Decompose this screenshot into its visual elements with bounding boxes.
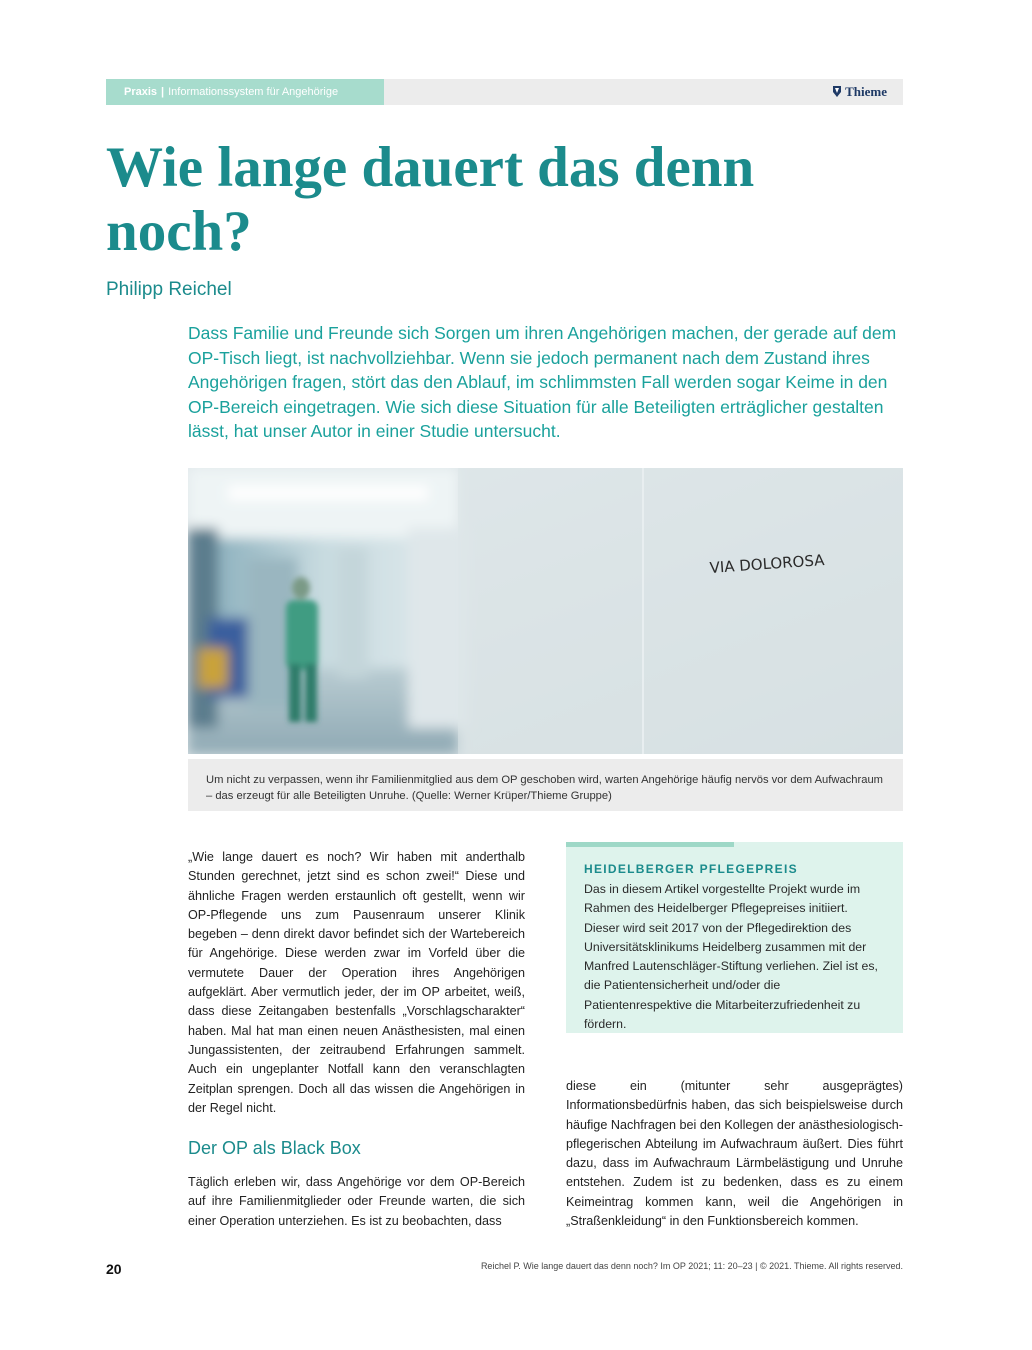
body-column-right	[566, 1077, 903, 1231]
info-box-text: Das in diesem Artikel vorgestellte Projekt wurde im Rahmen des Heidelberger Pflegepreises initiiert. Dieser wird seit 2017 von der Pflegedirektion des Universitätsklinikums Heidelberg zusammen mit der Manfred Lautenschläger-Stiftung verliehen. Ziel ist es, die Patientensicherheit und/oder die Patientenrespektive die Mitarbeiterzufriedenheit zu fördern.	[584, 882, 878, 1032]
publisher-brand	[832, 79, 887, 105]
info-box	[566, 842, 903, 1033]
brand-name: Thieme	[845, 84, 887, 99]
section-tag	[106, 79, 384, 105]
article-author: Philipp Reichel	[106, 279, 232, 300]
citation-line: Reichel P. Wie lange dauert das denn noch? Im OP 2021; 11: 20–23 | © 2021. Thieme. All rights reserved.	[480, 1261, 903, 1271]
info-box-title: HEIDELBERGER PFLEGEPREIS	[584, 862, 798, 876]
thieme-logo-icon	[832, 85, 842, 97]
section-subheading: Der OP als Black Box	[188, 1138, 361, 1159]
article-title: Wie lange dauert das denn noch?	[106, 136, 755, 263]
info-box-accent-line	[566, 842, 734, 847]
topic-label: Informationssystem für Angehörige	[168, 86, 339, 98]
running-header	[106, 79, 903, 105]
door-sign-text: VIA DOLOROSA	[709, 551, 825, 577]
section-separator: |	[161, 86, 165, 98]
body-paragraph-2: Täglich erleben wir, dass Angehörige vor dem OP-Bereich auf ihre Familienmitglieder oder Freunde warten, die sich einer Operation unterziehen. Es ist zu beobachten, dass	[188, 1175, 525, 1228]
section-label: Praxis	[124, 86, 158, 98]
body-paragraph-3: diese ein (mitunter sehr ausgeprägtes) Informationsbedürfnis haben, das sich beispielsweise durch häufige Nachfragen bei den Kollegen der anästhesiologisch-pflegerischen Abteilung im Aufwachraum äußert. Dies führt dazu, dass im Aufwachraum Lärmbelästigung und Unruhe entstehen. Zudem ist zu bedenken, dass es zu einem Keimeintrag kommen kann, weil die Angehörigen in „Straßenkleidung“ in den Funktionsbereich kommen.	[566, 1079, 903, 1229]
photo-caption: Um nicht zu verpassen, wenn ihr Familienmitglied aus dem OP geschoben wird, warten Angehörige häufig nervös vor dem Aufwachraum – das erzeugt für alle Beteiligten Unruhe. (Quelle: Werner Krüper/Thieme Gruppe)	[188, 759, 903, 811]
hospital-corridor-image	[188, 468, 903, 754]
page-number: 20	[106, 1261, 122, 1277]
article-photo	[188, 468, 903, 754]
body-column-left	[188, 848, 525, 1231]
body-paragraph-1: „Wie lange dauert es noch? Wir haben mit anderthalb Stunden gerechnet, jetzt sind es schon zwei!“ Diese und ähnliche Fragen werden erstaunlich oft gestellt, wenn wir OP-Pflegende uns zum Pausenraum unserer Klinik begeben – denn direkt davor befindet sich der Wartebereich für Angehörige. Diese werden zwar im Vorfeld über die vermutete Dauer der Operation ihres Angehörigen aufgeklärt. Aber vermutlich jeder, der im OP arbeitet, weiß, dass diese Zeitangaben bestenfalls „Vorschlagscharakter“ haben. Mal hat man einen neuen Anästhesisten, mal einen Jungassistenten, der zeitraubend Erfahrungen sammelt. Auch ein ungeplanter Notfall kann den veranschlagten Zeitplan sprengen. Doch all das wissen die Angehörigen in der Regel nicht.	[188, 850, 525, 1115]
article-lead: Dass Familie und Freunde sich Sorgen um ihren Angehörigen machen, der gerade auf dem OP-Tisch liegt, ist nachvollziehbar. Wenn sie jedoch permanent nach dem Zustand ihres Angehörigen fragen, stört das den Ablauf, im schlimmsten Fall werden sogar Keime in den OP-Bereich eingetragen. Wie sich diese Situation für alle Beteiligten erträglicher gestalten lässt, hat unser Autor in einer Studie untersucht.	[188, 323, 897, 441]
